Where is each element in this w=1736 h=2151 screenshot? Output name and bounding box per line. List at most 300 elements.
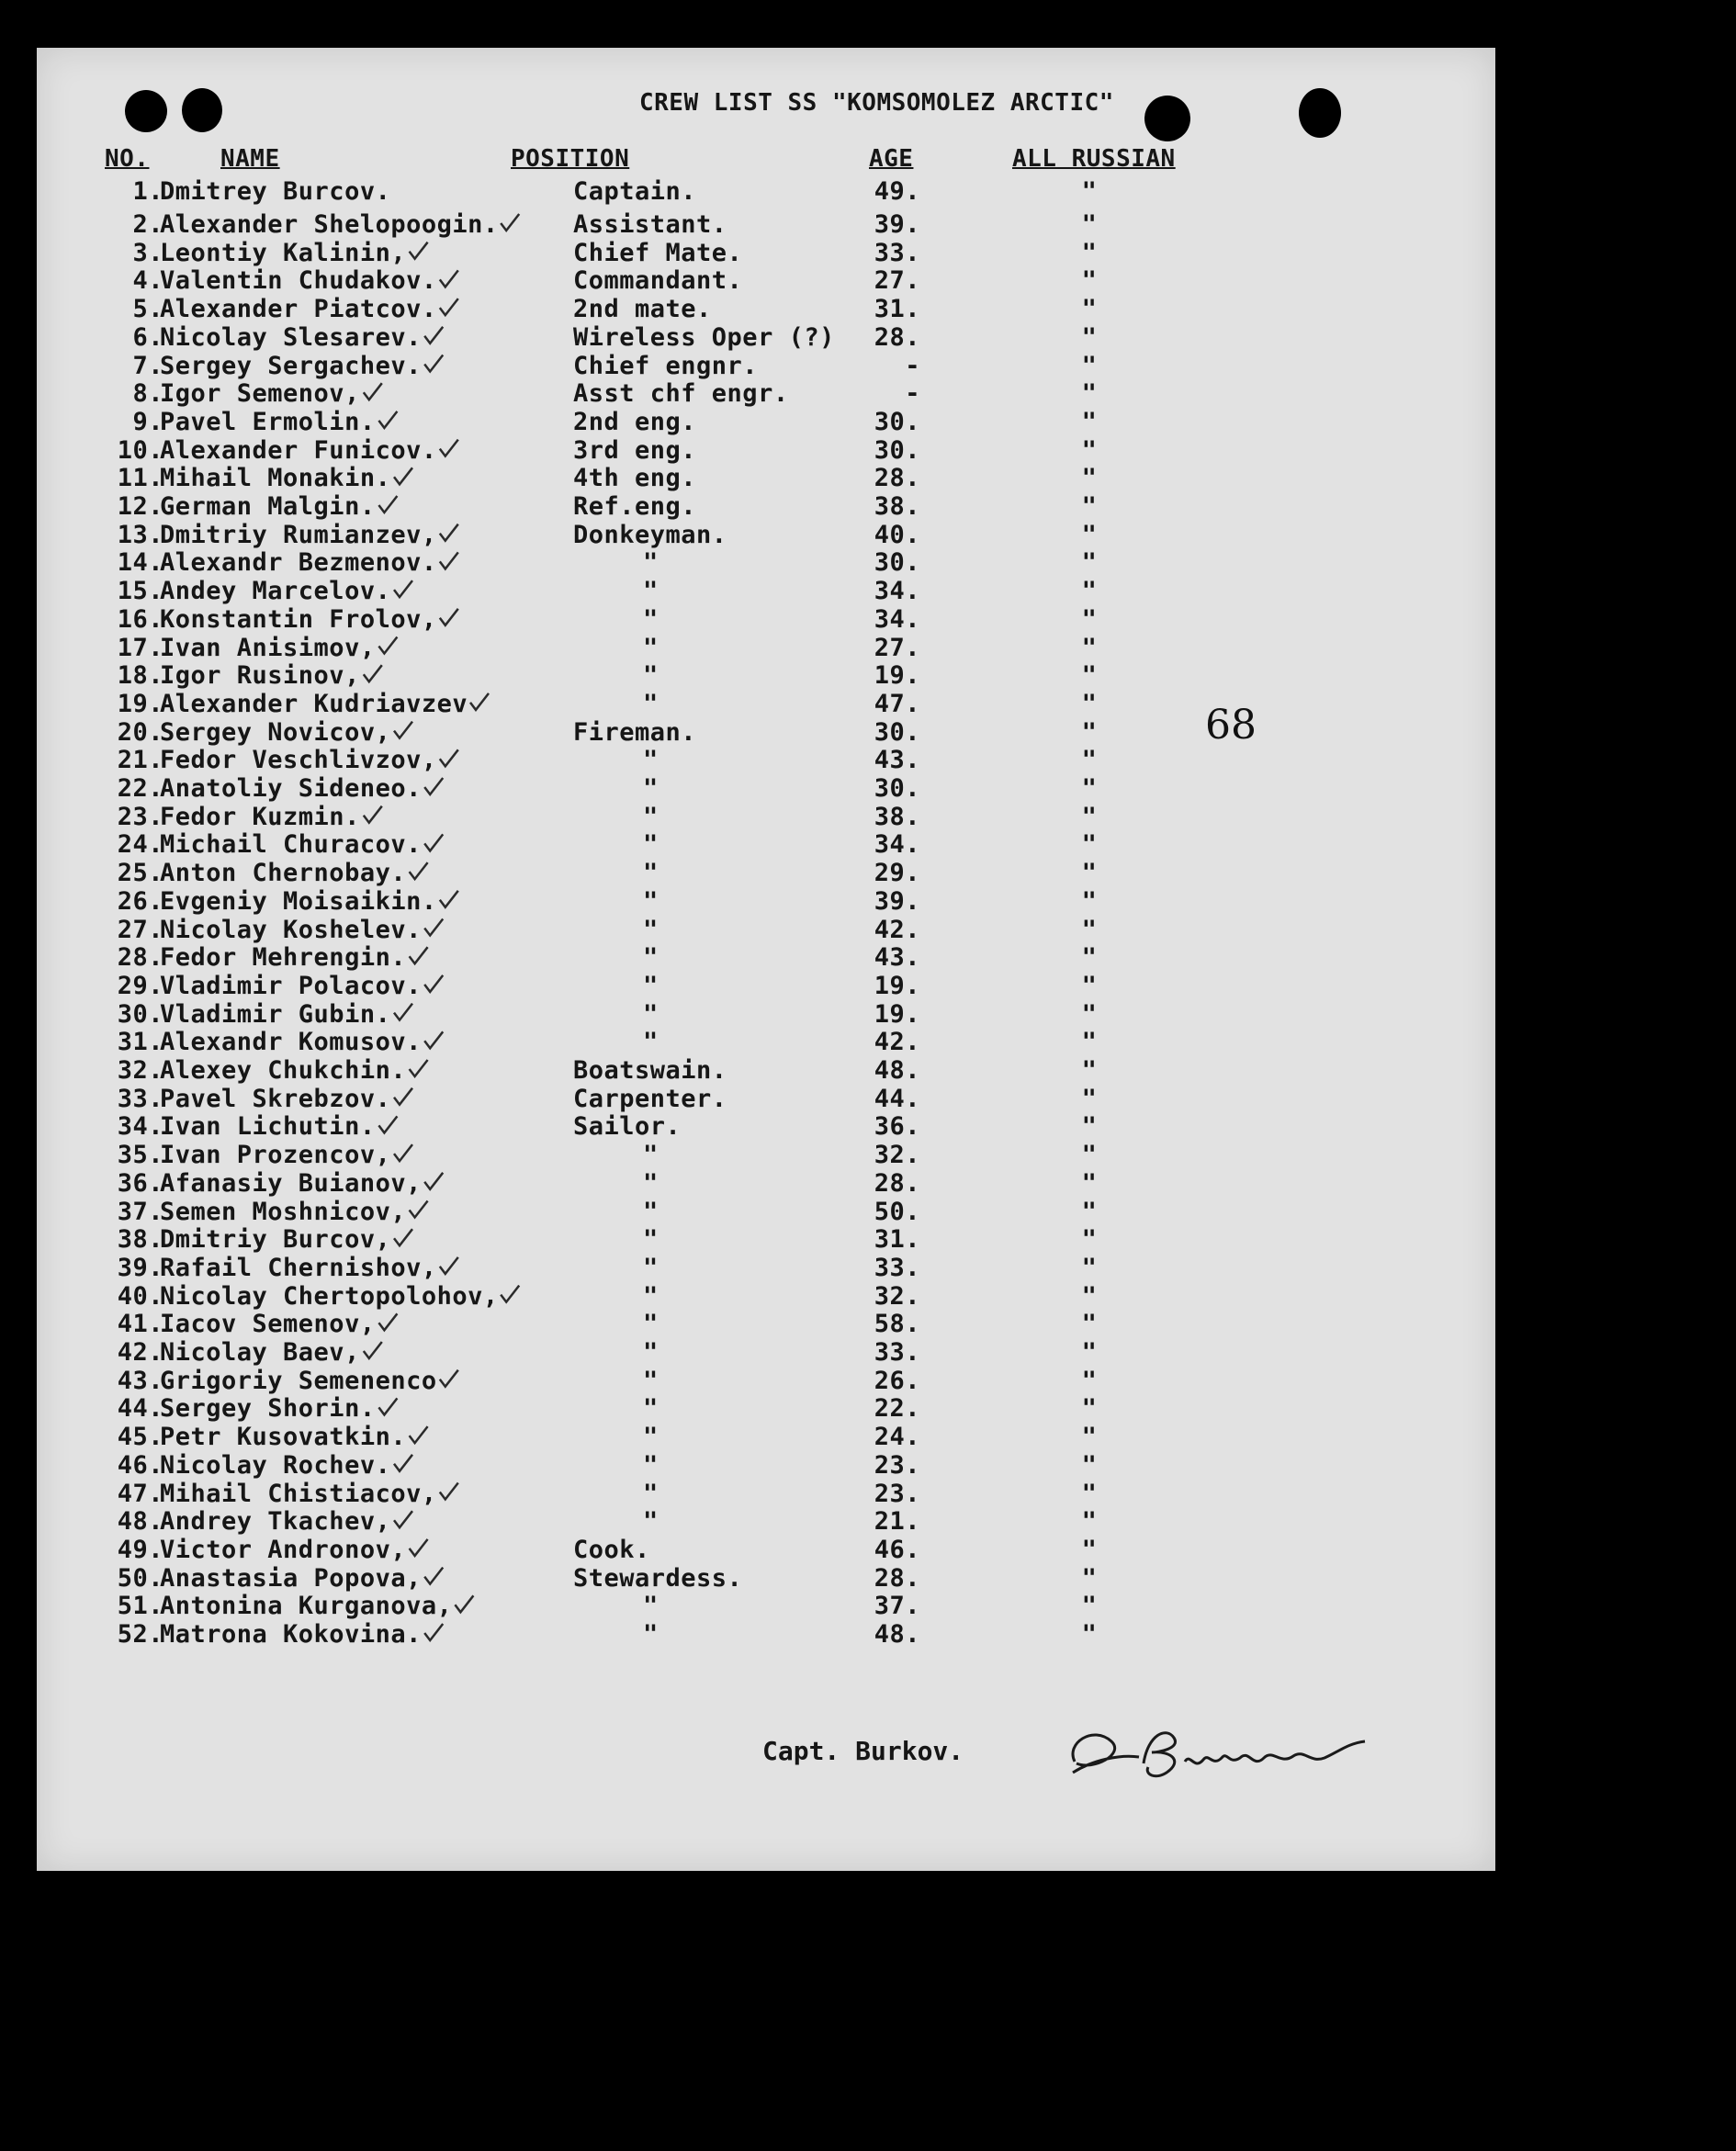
crew-position: Captain.	[573, 177, 697, 206]
crew-name: Sergey Novicov,	[160, 717, 391, 747]
crew-name: Alexander Piatcov.	[160, 295, 437, 324]
row-number: 36.	[117, 1168, 163, 1198]
check-mark	[470, 693, 489, 710]
crew-nationality: "	[1081, 177, 1098, 206]
row-number: 24.	[117, 830, 163, 860]
check-mark	[394, 467, 412, 484]
check-mark	[440, 270, 458, 287]
check-mark	[410, 1201, 428, 1218]
row-number: 23.	[117, 802, 163, 831]
crew-name: Anastasia Popova,	[160, 1563, 422, 1593]
check-mark	[410, 862, 428, 879]
crew-position: "	[643, 1253, 659, 1282]
crew-name: Alexey Chukchin.	[160, 1056, 407, 1085]
crew-name: Alexander Funicov.	[160, 435, 437, 465]
crew-nationality: "	[1081, 520, 1098, 549]
crew-age: 19.	[874, 661, 920, 691]
crew-position: "	[643, 577, 659, 606]
crew-nationality: "	[1081, 774, 1098, 803]
crew-position: Commandant.	[573, 266, 743, 296]
row-number: 18.	[117, 661, 163, 691]
crew-name: Iacov Semenov,	[160, 1310, 376, 1339]
crew-age: 43.	[874, 943, 920, 973]
crew-nationality: "	[1081, 1423, 1098, 1452]
check-mark	[364, 665, 382, 681]
crew-name: Sergey Sergachev.	[160, 351, 422, 380]
row-number: 30.	[117, 999, 163, 1029]
check-mark	[410, 1539, 428, 1556]
check-mark	[440, 1370, 458, 1387]
row-number: 12.	[117, 492, 163, 521]
crew-nationality: "	[1081, 886, 1098, 916]
row-number: 20.	[117, 717, 163, 747]
crew-name: Andrey Tkachev,	[160, 1507, 391, 1537]
crew-nationality: "	[1081, 971, 1098, 1000]
crew-name: German Malgin.	[160, 492, 376, 521]
crew-position: "	[643, 774, 659, 803]
crew-age: 42.	[874, 915, 920, 944]
crew-name: Nicolay Baev,	[160, 1338, 360, 1367]
crew-name: Anatoliy Sideneo.	[160, 774, 422, 803]
crew-name: Antonina Kurganova,	[160, 1592, 453, 1621]
crew-position: "	[643, 943, 659, 973]
row-number: 11.	[117, 464, 163, 493]
crew-name: Victor Andronov,	[160, 1535, 407, 1564]
header-no: NO.	[105, 145, 150, 173]
check-mark	[410, 1060, 428, 1076]
crew-name: Nicolay Chertopolohov,	[160, 1281, 499, 1311]
crew-age: 50.	[874, 1197, 920, 1226]
crew-name: Petr Kusovatkin.	[160, 1423, 407, 1452]
crew-name: Matrona Kokovina.	[160, 1620, 422, 1649]
crew-name: Fedor Mehrengin.	[160, 943, 407, 973]
row-number: 13.	[117, 520, 163, 549]
crew-name: Alexander Shelopoogin.	[160, 210, 499, 239]
row-number: 10.	[117, 435, 163, 465]
crew-name: Evgeniy Moisaikin.	[160, 886, 437, 916]
crew-age: 47.	[874, 689, 920, 718]
crew-position: "	[643, 1592, 659, 1621]
crew-position: "	[643, 661, 659, 691]
crew-nationality: "	[1081, 435, 1098, 465]
crew-age: 22.	[874, 1394, 920, 1424]
check-mark	[378, 1116, 397, 1132]
crew-name: Rafail Chernishov,	[160, 1253, 437, 1282]
header-position: POSITION	[511, 145, 630, 173]
row-number: 22.	[117, 774, 163, 803]
crew-position: Asst chf engr.	[573, 379, 789, 409]
crew-nationality: "	[1081, 1620, 1098, 1649]
row-number: 17.	[117, 633, 163, 662]
crew-age: 58.	[874, 1310, 920, 1339]
row-number: 4.	[132, 266, 163, 296]
row-number: 27.	[117, 915, 163, 944]
crew-name: Nicolay Koshelev.	[160, 915, 422, 944]
crew-age: 30.	[874, 407, 920, 436]
row-number: 1.	[132, 177, 163, 206]
row-number: 41.	[117, 1310, 163, 1339]
crew-position: "	[643, 1197, 659, 1226]
row-number: 45.	[117, 1423, 163, 1452]
check-mark	[394, 1088, 412, 1105]
crew-position: "	[643, 548, 659, 578]
check-mark	[378, 496, 397, 512]
crew-age: 32.	[874, 1281, 920, 1311]
row-number: 32.	[117, 1056, 163, 1085]
row-number: 31.	[117, 1028, 163, 1057]
crew-name: Pavel Ermolin.	[160, 407, 376, 436]
crew-name: Michail Churacov.	[160, 830, 422, 860]
row-number: 44.	[117, 1394, 163, 1424]
check-mark	[394, 580, 412, 597]
crew-nationality: "	[1081, 1056, 1098, 1085]
crew-position: Carpenter.	[573, 1084, 727, 1113]
crew-nationality: "	[1081, 1112, 1098, 1142]
crew-nationality: "	[1081, 1197, 1098, 1226]
row-number: 39.	[117, 1253, 163, 1282]
check-mark	[364, 1342, 382, 1358]
crew-nationality: "	[1081, 1450, 1098, 1480]
row-number: 14.	[117, 548, 163, 578]
row-number: 40.	[117, 1281, 163, 1311]
crew-age: -	[905, 379, 920, 409]
crew-age: 33.	[874, 1253, 920, 1282]
crew-position: Assistant.	[573, 210, 727, 239]
check-mark	[440, 440, 458, 456]
crew-age: 31.	[874, 295, 920, 324]
check-mark	[501, 1286, 519, 1302]
row-number: 33.	[117, 1084, 163, 1113]
row-number: 50.	[117, 1563, 163, 1593]
crew-age: 34.	[874, 830, 920, 860]
crew-nationality: "	[1081, 1394, 1098, 1424]
crew-nationality: "	[1081, 717, 1098, 747]
crew-age: 48.	[874, 1620, 920, 1649]
crew-age: 19.	[874, 971, 920, 1000]
crew-age: 19.	[874, 999, 920, 1029]
row-number: 25.	[117, 859, 163, 888]
crew-name: Mihail Chistiacov,	[160, 1479, 437, 1508]
check-mark	[440, 891, 458, 907]
check-mark	[440, 1257, 458, 1274]
crew-name: Fedor Veschlivzov,	[160, 746, 437, 775]
crew-position: "	[643, 999, 659, 1029]
crew-name: Mihail Monakin.	[160, 464, 391, 493]
crew-name: Afanasiy Buianov,	[160, 1168, 422, 1198]
crew-nationality: "	[1081, 689, 1098, 718]
crew-position: "	[643, 1141, 659, 1170]
crew-nationality: "	[1081, 943, 1098, 973]
check-mark	[424, 1031, 443, 1048]
check-mark	[440, 298, 458, 315]
crew-nationality: "	[1081, 1366, 1098, 1395]
check-mark	[424, 778, 443, 794]
crew-age: 30.	[874, 435, 920, 465]
crew-name: Konstantin Frolov,	[160, 604, 437, 634]
check-mark	[424, 1568, 443, 1584]
check-mark	[424, 327, 443, 343]
crew-name: Valentin Chudakov.	[160, 266, 437, 296]
check-mark	[364, 806, 382, 823]
crew-name: Igor Rusinov,	[160, 661, 360, 691]
row-number: 5.	[132, 295, 163, 324]
crew-position: Chief engnr.	[573, 351, 759, 380]
crew-age: 38.	[874, 492, 920, 521]
row-number: 6.	[132, 322, 163, 352]
document-title: CREW LIST SS "KOMSOMOLEZ ARCTIC"	[639, 89, 1114, 117]
crew-position: Boatswain.	[573, 1056, 727, 1085]
crew-name: Pavel Skrebzov.	[160, 1084, 391, 1113]
crew-position: Donkeyman.	[573, 520, 727, 549]
crew-age: 24.	[874, 1423, 920, 1452]
crew-age: -	[905, 351, 920, 380]
check-mark	[394, 1144, 412, 1161]
check-mark	[378, 1313, 397, 1330]
crew-nationality: "	[1081, 746, 1098, 775]
crew-position: 4th eng.	[573, 464, 697, 493]
check-mark	[424, 834, 443, 850]
crew-position: "	[643, 915, 659, 944]
crew-nationality: "	[1081, 295, 1098, 324]
crew-position: Ref.eng.	[573, 492, 697, 521]
crew-nationality: "	[1081, 464, 1098, 493]
check-mark	[455, 1595, 473, 1612]
crew-position: "	[643, 1394, 659, 1424]
crew-position: "	[643, 886, 659, 916]
row-number: 3.	[132, 238, 163, 267]
crew-position: 3rd eng.	[573, 435, 697, 465]
captain-signature-label: Capt. Burkov.	[762, 1736, 964, 1766]
crew-position: "	[643, 1028, 659, 1057]
row-number: 42.	[117, 1338, 163, 1367]
check-mark	[410, 242, 428, 259]
crew-nationality: "	[1081, 1535, 1098, 1564]
row-number: 2.	[132, 210, 163, 239]
crew-position: "	[643, 802, 659, 831]
check-mark	[501, 214, 519, 231]
crew-age: 23.	[874, 1479, 920, 1508]
crew-nationality: "	[1081, 1310, 1098, 1339]
check-mark	[378, 1398, 397, 1414]
crew-nationality: "	[1081, 1563, 1098, 1593]
crew-nationality: "	[1081, 210, 1098, 239]
crew-age: 44.	[874, 1084, 920, 1113]
crew-name: Alexandr Bezmenov.	[160, 548, 437, 578]
crew-age: 27.	[874, 266, 920, 296]
row-number: 19.	[117, 689, 163, 718]
row-number: 21.	[117, 746, 163, 775]
crew-age: 29.	[874, 859, 920, 888]
crew-nationality: "	[1081, 1084, 1098, 1113]
crew-nationality: "	[1081, 351, 1098, 380]
crew-position: "	[643, 689, 659, 718]
crew-age: 34.	[874, 577, 920, 606]
row-number: 28.	[117, 943, 163, 973]
crew-nationality: "	[1081, 266, 1098, 296]
crew-nationality: "	[1081, 830, 1098, 860]
crew-age: 49.	[874, 177, 920, 206]
crew-name: Dmitriy Rumianzev,	[160, 520, 437, 549]
row-number: 8.	[132, 379, 163, 409]
crew-name: Semen Moshnicov,	[160, 1197, 407, 1226]
crew-nationality: "	[1081, 407, 1098, 436]
crew-nationality: "	[1081, 577, 1098, 606]
crew-name: Fedor Kuzmin.	[160, 802, 360, 831]
crew-nationality: "	[1081, 1028, 1098, 1057]
check-mark	[424, 975, 443, 992]
crew-age: 46.	[874, 1535, 920, 1564]
crew-nationality: "	[1081, 1479, 1098, 1508]
row-number: 43.	[117, 1366, 163, 1395]
row-number: 26.	[117, 886, 163, 916]
row-number: 38.	[117, 1225, 163, 1255]
row-number: 47.	[117, 1479, 163, 1508]
crew-position: "	[643, 1225, 659, 1255]
crew-position: "	[643, 746, 659, 775]
crew-position: Cook.	[573, 1535, 650, 1564]
crew-name: Andey Marcelov.	[160, 577, 391, 606]
crew-position: Chief Mate.	[573, 238, 743, 267]
check-mark	[440, 1483, 458, 1500]
crew-name: Ivan Lichutin.	[160, 1112, 376, 1142]
crew-nationality: "	[1081, 238, 1098, 267]
crew-name: Igor Semenov,	[160, 379, 360, 409]
crew-position: 2nd mate.	[573, 295, 712, 324]
check-marks	[37, 48, 1495, 1871]
crew-age: 34.	[874, 604, 920, 634]
crew-age: 40.	[874, 520, 920, 549]
crew-age: 28.	[874, 1563, 920, 1593]
check-mark	[394, 1004, 412, 1020]
crew-nationality: "	[1081, 859, 1098, 888]
crew-nationality: "	[1081, 999, 1098, 1029]
crew-age: 23.	[874, 1450, 920, 1480]
check-mark	[394, 1455, 412, 1471]
crew-age: 28.	[874, 1168, 920, 1198]
crew-name: Vladimir Polacov.	[160, 971, 422, 1000]
crew-position: "	[643, 1366, 659, 1395]
crew-nationality: "	[1081, 604, 1098, 634]
crew-position: "	[643, 1310, 659, 1339]
crew-age: 32.	[874, 1141, 920, 1170]
crew-position: Sailor.	[573, 1112, 682, 1142]
crew-age: 43.	[874, 746, 920, 775]
crew-age: 30.	[874, 717, 920, 747]
crew-age: 31.	[874, 1225, 920, 1255]
row-number: 37.	[117, 1197, 163, 1226]
crew-age: 33.	[874, 238, 920, 267]
crew-nationality: "	[1081, 661, 1098, 691]
row-number: 46.	[117, 1450, 163, 1480]
crew-nationality: "	[1081, 1281, 1098, 1311]
crew-position: "	[643, 633, 659, 662]
check-mark	[424, 919, 443, 936]
crew-name: Nicolay Rochev.	[160, 1450, 391, 1480]
check-mark	[364, 383, 382, 400]
row-number: 48.	[117, 1507, 163, 1537]
crew-nationality: "	[1081, 1141, 1098, 1170]
check-mark	[440, 524, 458, 541]
crew-name: Sergey Shorin.	[160, 1394, 376, 1424]
crew-nationality: "	[1081, 322, 1098, 352]
crew-position: "	[643, 1479, 659, 1508]
row-number: 52.	[117, 1620, 163, 1649]
check-mark	[378, 411, 397, 428]
crew-age: 38.	[874, 802, 920, 831]
row-number: 7.	[132, 351, 163, 380]
crew-nationality: "	[1081, 1168, 1098, 1198]
check-mark	[410, 947, 428, 963]
row-number: 35.	[117, 1141, 163, 1170]
crew-age: 27.	[874, 633, 920, 662]
crew-nationality: "	[1081, 802, 1098, 831]
crew-position: "	[643, 830, 659, 860]
crew-name: Dmitriy Burcov,	[160, 1225, 391, 1255]
page-number: 68	[1205, 702, 1257, 749]
check-mark	[440, 609, 458, 625]
check-mark	[394, 722, 412, 738]
crew-position: "	[643, 971, 659, 1000]
header-name: NAME	[220, 145, 280, 173]
crew-age: 37.	[874, 1592, 920, 1621]
crew-position: 2nd eng.	[573, 407, 697, 436]
crew-position: "	[643, 1338, 659, 1367]
crew-name: Grigoriy Semenenco	[160, 1366, 437, 1395]
crew-nationality: "	[1081, 1592, 1098, 1621]
crew-age: 30.	[874, 774, 920, 803]
crew-name: Alexander Kudriavzev	[160, 689, 468, 718]
crew-position: Wireless Oper (?)	[573, 322, 835, 352]
crew-nationality: "	[1081, 548, 1098, 578]
row-number: 15.	[117, 577, 163, 606]
crew-position: "	[643, 1507, 659, 1537]
crew-age: 21.	[874, 1507, 920, 1537]
crew-position: "	[643, 1450, 659, 1480]
crew-age: 39.	[874, 210, 920, 239]
crew-age: 36.	[874, 1112, 920, 1142]
crew-position: "	[643, 1168, 659, 1198]
crew-name: Ivan Anisimov,	[160, 633, 376, 662]
handwritten-signature	[1056, 1706, 1405, 1789]
crew-position: "	[643, 1281, 659, 1311]
crew-position: "	[643, 1620, 659, 1649]
crew-nationality: "	[1081, 633, 1098, 662]
crew-age: 42.	[874, 1028, 920, 1057]
check-mark	[410, 1426, 428, 1443]
crew-age: 28.	[874, 322, 920, 352]
row-number: 29.	[117, 971, 163, 1000]
crew-age: 26.	[874, 1366, 920, 1395]
crew-nationality: "	[1081, 1253, 1098, 1282]
row-number: 34.	[117, 1112, 163, 1142]
crew-age: 28.	[874, 464, 920, 493]
document-page	[37, 48, 1495, 1871]
crew-position: "	[643, 859, 659, 888]
row-number: 16.	[117, 604, 163, 634]
header-age: AGE	[869, 145, 914, 173]
crew-age: 39.	[874, 886, 920, 916]
crew-age: 48.	[874, 1056, 920, 1085]
check-mark	[424, 1173, 443, 1189]
crew-nationality: "	[1081, 1507, 1098, 1537]
check-mark	[394, 1511, 412, 1527]
crew-position: "	[643, 1423, 659, 1452]
row-number: 49.	[117, 1535, 163, 1564]
crew-name: Nicolay Slesarev.	[160, 322, 422, 352]
crew-position: Stewardess.	[573, 1563, 743, 1593]
crew-name: Ivan Prozencov,	[160, 1141, 391, 1170]
crew-age: 33.	[874, 1338, 920, 1367]
